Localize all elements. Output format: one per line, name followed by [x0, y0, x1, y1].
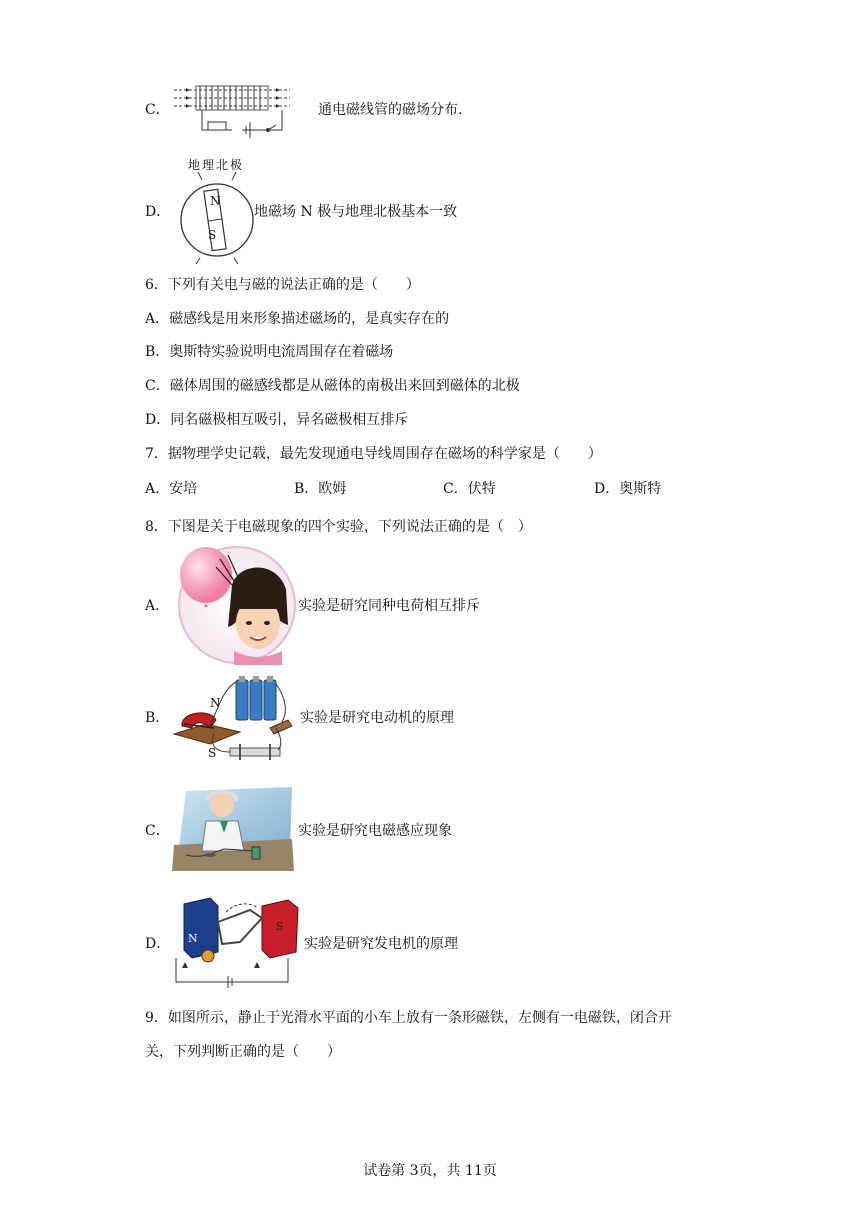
q8-option-b-text: 实验是研究电动机的原理 — [300, 710, 454, 726]
magnet-n-label: N — [188, 932, 198, 945]
magnet-n-label: N — [210, 696, 221, 710]
magnet-s-label: S — [276, 920, 284, 933]
q8-option-d-text: 实验是研究发电机的原理 — [304, 936, 458, 952]
q7-option-b: B．欧姆 — [294, 481, 347, 497]
q9-stem-line2: 关，下列判断正确的是（ ） — [145, 1044, 341, 1060]
q8-option-a-text: 实验是研究同种电荷相互排斥 — [298, 598, 480, 614]
q9-stem-line1: 9．如图所示，静止于光滑水平面的小车上放有一条形磁铁，左侧有一电磁铁，闭合开 — [145, 1010, 672, 1026]
q6-option-c: C．磁体周围的磁感线都是从磁体的南极出来回到磁体的北极 — [145, 378, 520, 394]
q8-stem: 8．下图是关于电磁现象的四个实验，下列说法正确的是（ ） — [145, 519, 532, 535]
q6-option-a: A．磁感线是用来形象描述磁场的，是真实存在的 — [145, 311, 450, 327]
motor-experiment-figure — [170, 668, 294, 764]
solenoid-figure — [172, 82, 292, 140]
q6-option-b: B．奥斯特实验说明电流周围存在着磁场 — [145, 344, 394, 360]
q8-option-a-label: A． — [145, 598, 170, 614]
q5-option-c-label: C． — [145, 102, 170, 118]
magnet-s-label: S — [208, 746, 217, 760]
q8-option-d-label: D． — [145, 936, 171, 952]
geographic-north-caption: 地理北极 — [188, 158, 245, 172]
q6-option-d: D．同名磁极相互吸引，异名磁极相互排斥 — [145, 412, 409, 428]
magnet-n-label: N — [210, 194, 221, 208]
q8-option-b-label: B． — [145, 710, 170, 726]
magnet-s-label: S — [208, 228, 217, 242]
q6-stem: 6．下列有关电与磁的说法正确的是（ ） — [145, 277, 420, 293]
q7-option-d: D．奥斯特 — [594, 481, 662, 497]
q7-option-c: C．伏特 — [443, 481, 496, 497]
q7-stem: 7．据物理学史记载，最先发现通电导线周围存在磁场的科学家是（ ） — [145, 446, 602, 462]
balloon-hair-figure — [176, 545, 298, 665]
q5-option-c-text: 通电磁线管的磁场分布. — [318, 102, 463, 118]
q5-option-d-label: D． — [145, 204, 171, 220]
q8-option-c-label: C． — [145, 823, 170, 839]
page-footer: 试卷第 3页，共 11页 — [363, 1163, 497, 1179]
q7-option-a: A．安培 — [145, 481, 198, 497]
geomagnetic-figure — [176, 156, 258, 264]
q5-option-d-text: 地磁场 N 极与地理北极基本一致 — [254, 204, 458, 220]
q8-option-c-text: 实验是研究电磁感应现象 — [298, 823, 452, 839]
scientist-experiment-figure — [172, 785, 296, 871]
generator-experiment-figure — [170, 892, 304, 988]
